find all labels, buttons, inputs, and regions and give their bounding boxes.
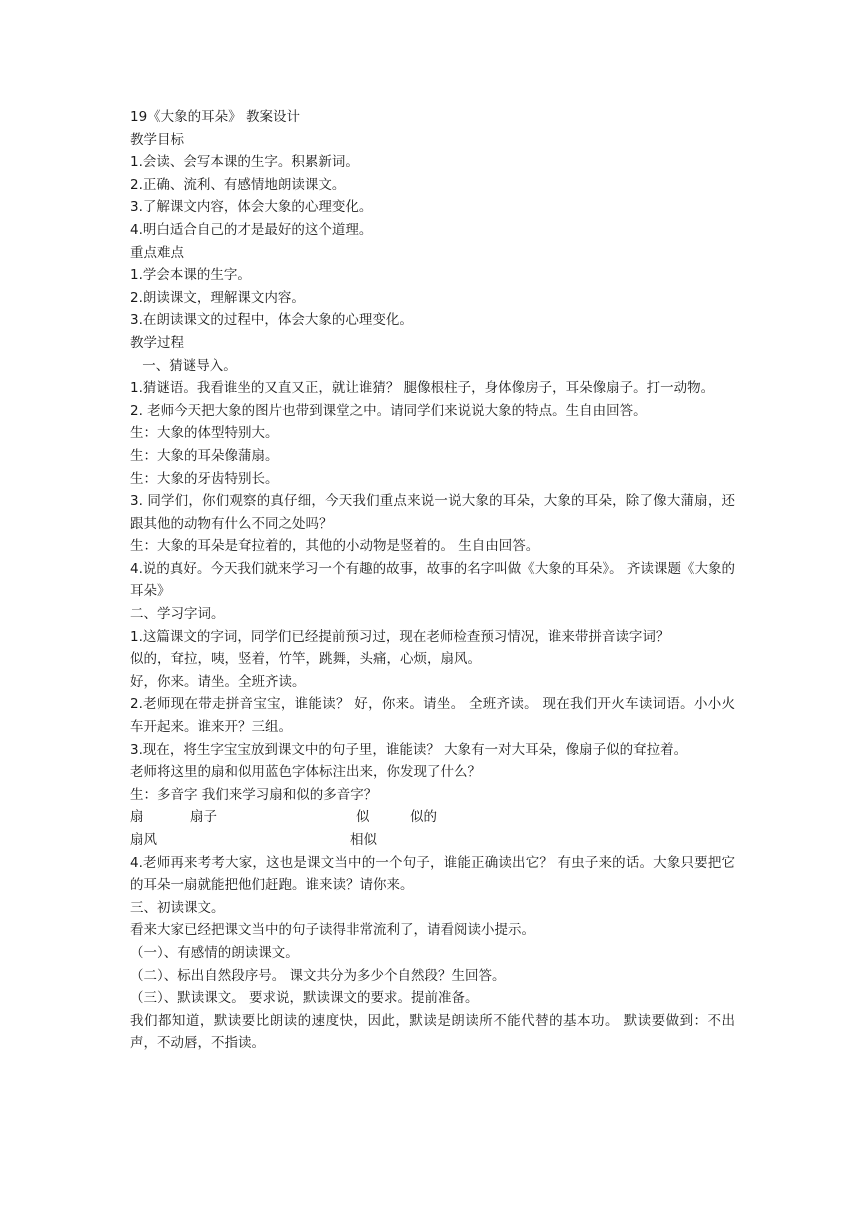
paragraph: 1.猜谜语。我看谁坐的又直又正，就让谁猜？ 腿像根柱子，身体像房子，耳朵像扇子。打一动物。 [130,380,715,397]
paragraph: （二）、标出自然段序号。 课文共分为多少个自然段？生回答。 [130,967,506,984]
goal-item: 2.正确、流利、有感情地朗读课文。 [130,176,346,193]
paragraph: 4.说的真好。今天我们就来学习一个有趣的故事，故事的名字叫做《大象的耳朵》。 齐读课题《大象的耳朵》 [130,560,735,600]
paragraph: 我们都知道，默读要比朗读的速度快，因此，默读是朗读所不能代替的基本功。 默读要做到：不出声，不动唇，不指读。 [130,1012,735,1052]
goal-item: 4.明白适合自己的才是最好的这个道理。 [130,221,373,238]
paragraph: 3. 同学们，你们观察的真仔细，今天我们重点来说一说大象的耳朵，大象的耳朵，除了像大蒲扇，还跟其他的动物有什么不同之处吗？ [130,493,735,532]
polyphone-cell: 扇 [130,809,144,826]
paragraph: 似的，耷拉，咦，竖着，竹竿，跳舞，头痛，心烦，扇风。 [130,651,481,668]
polyphone-row [130,829,735,852]
paragraph: 老师将这里的扇和似用蓝色字体标注出来，你发现了什么？ [130,764,481,781]
document-title: 19《大象的耳朵》 教案设计 [130,109,300,125]
paragraph: 2. 老师今天把大象的图片也带到课堂之中。请同学们来说说大象的特点。生自由回答。 [130,402,647,419]
section-heading-goals: 教学目标 [130,131,184,148]
goal-item: 1.会读、会写本课的生字。积累新词。 [130,154,359,171]
paragraph: 2.老师现在带走拼音宝宝，谁能读？ 好，你来。请坐。 全班齐读。 现在我们开火车读词语。小小火车开起来。谁来开？三组。 [130,696,735,736]
key-point-item: 1.学会本课的生字。 [130,267,251,284]
section-heading-process: 教学过程 [130,334,184,351]
section-heading-key-points: 重点难点 [130,244,184,261]
paragraph: 看来大家已经把课文当中的句子读得非常流利了，请看阅读小提示。 [130,922,535,939]
subsection-title-reading: 三、初读课文。 [130,899,225,916]
paragraph: 生：大象的牙齿特别长。 [130,470,279,487]
paragraph: 生：大象的耳朵是耷拉着的，其他的小动物是竖着的。 生自由回答。 [130,538,540,555]
polyphone-cell: 似 [356,809,370,826]
key-point-item: 2.朗读课文，理解课文内容。 [130,289,305,306]
goal-item: 3.了解课文内容，体会大象的心理变化。 [130,199,373,216]
paragraph: 生：大象的耳朵像蒲扇。 [130,447,279,464]
paragraph: 3.现在，将生字宝宝放到课文中的句子里，谁能读？ 大象有一对大耳朵，像扇子似的耷拉着。 [130,741,688,758]
document-body [130,106,735,1055]
paragraph: （三）、默读课文。 要求说，默读课文的要求。提前准备。 [130,990,479,1007]
paragraph: （一）、有感情的朗读课文。 [130,944,299,961]
key-point-item: 3.在朗读课文的过程中，体会大象的心理变化。 [130,312,413,329]
paragraph: 1.这篇课文的字词，同学们已经提前预习过，现在老师检查预习情况，谁来带拼音读字词？ [130,628,670,645]
paragraph: 生：大象的体型特别大。 [130,425,279,442]
polyphone-cell: 相似 [350,832,377,848]
polyphone-cell: 扇子 [190,809,217,826]
polyphone-cell: 扇风 [130,832,157,848]
subsection-title-riddle: 一、猜谜导入。 [138,357,237,374]
polyphone-row [130,806,735,829]
polyphone-cell: 似的 [410,809,437,826]
paragraph: 4.老师再来考考大家，这也是课文当中的一个句子，谁能正确读出它？ 有虫子来的话。大象只要把它的耳朵一扇就能把他们赶跑。谁来读？请你来。 [130,854,735,894]
paragraph: 好，你来。请坐。全班齐读。 [130,673,306,690]
paragraph: 生：多音字 我们来学习扇和似的多音字？ [130,786,378,803]
subsection-title-words: 二、学习字词。 [130,606,225,623]
